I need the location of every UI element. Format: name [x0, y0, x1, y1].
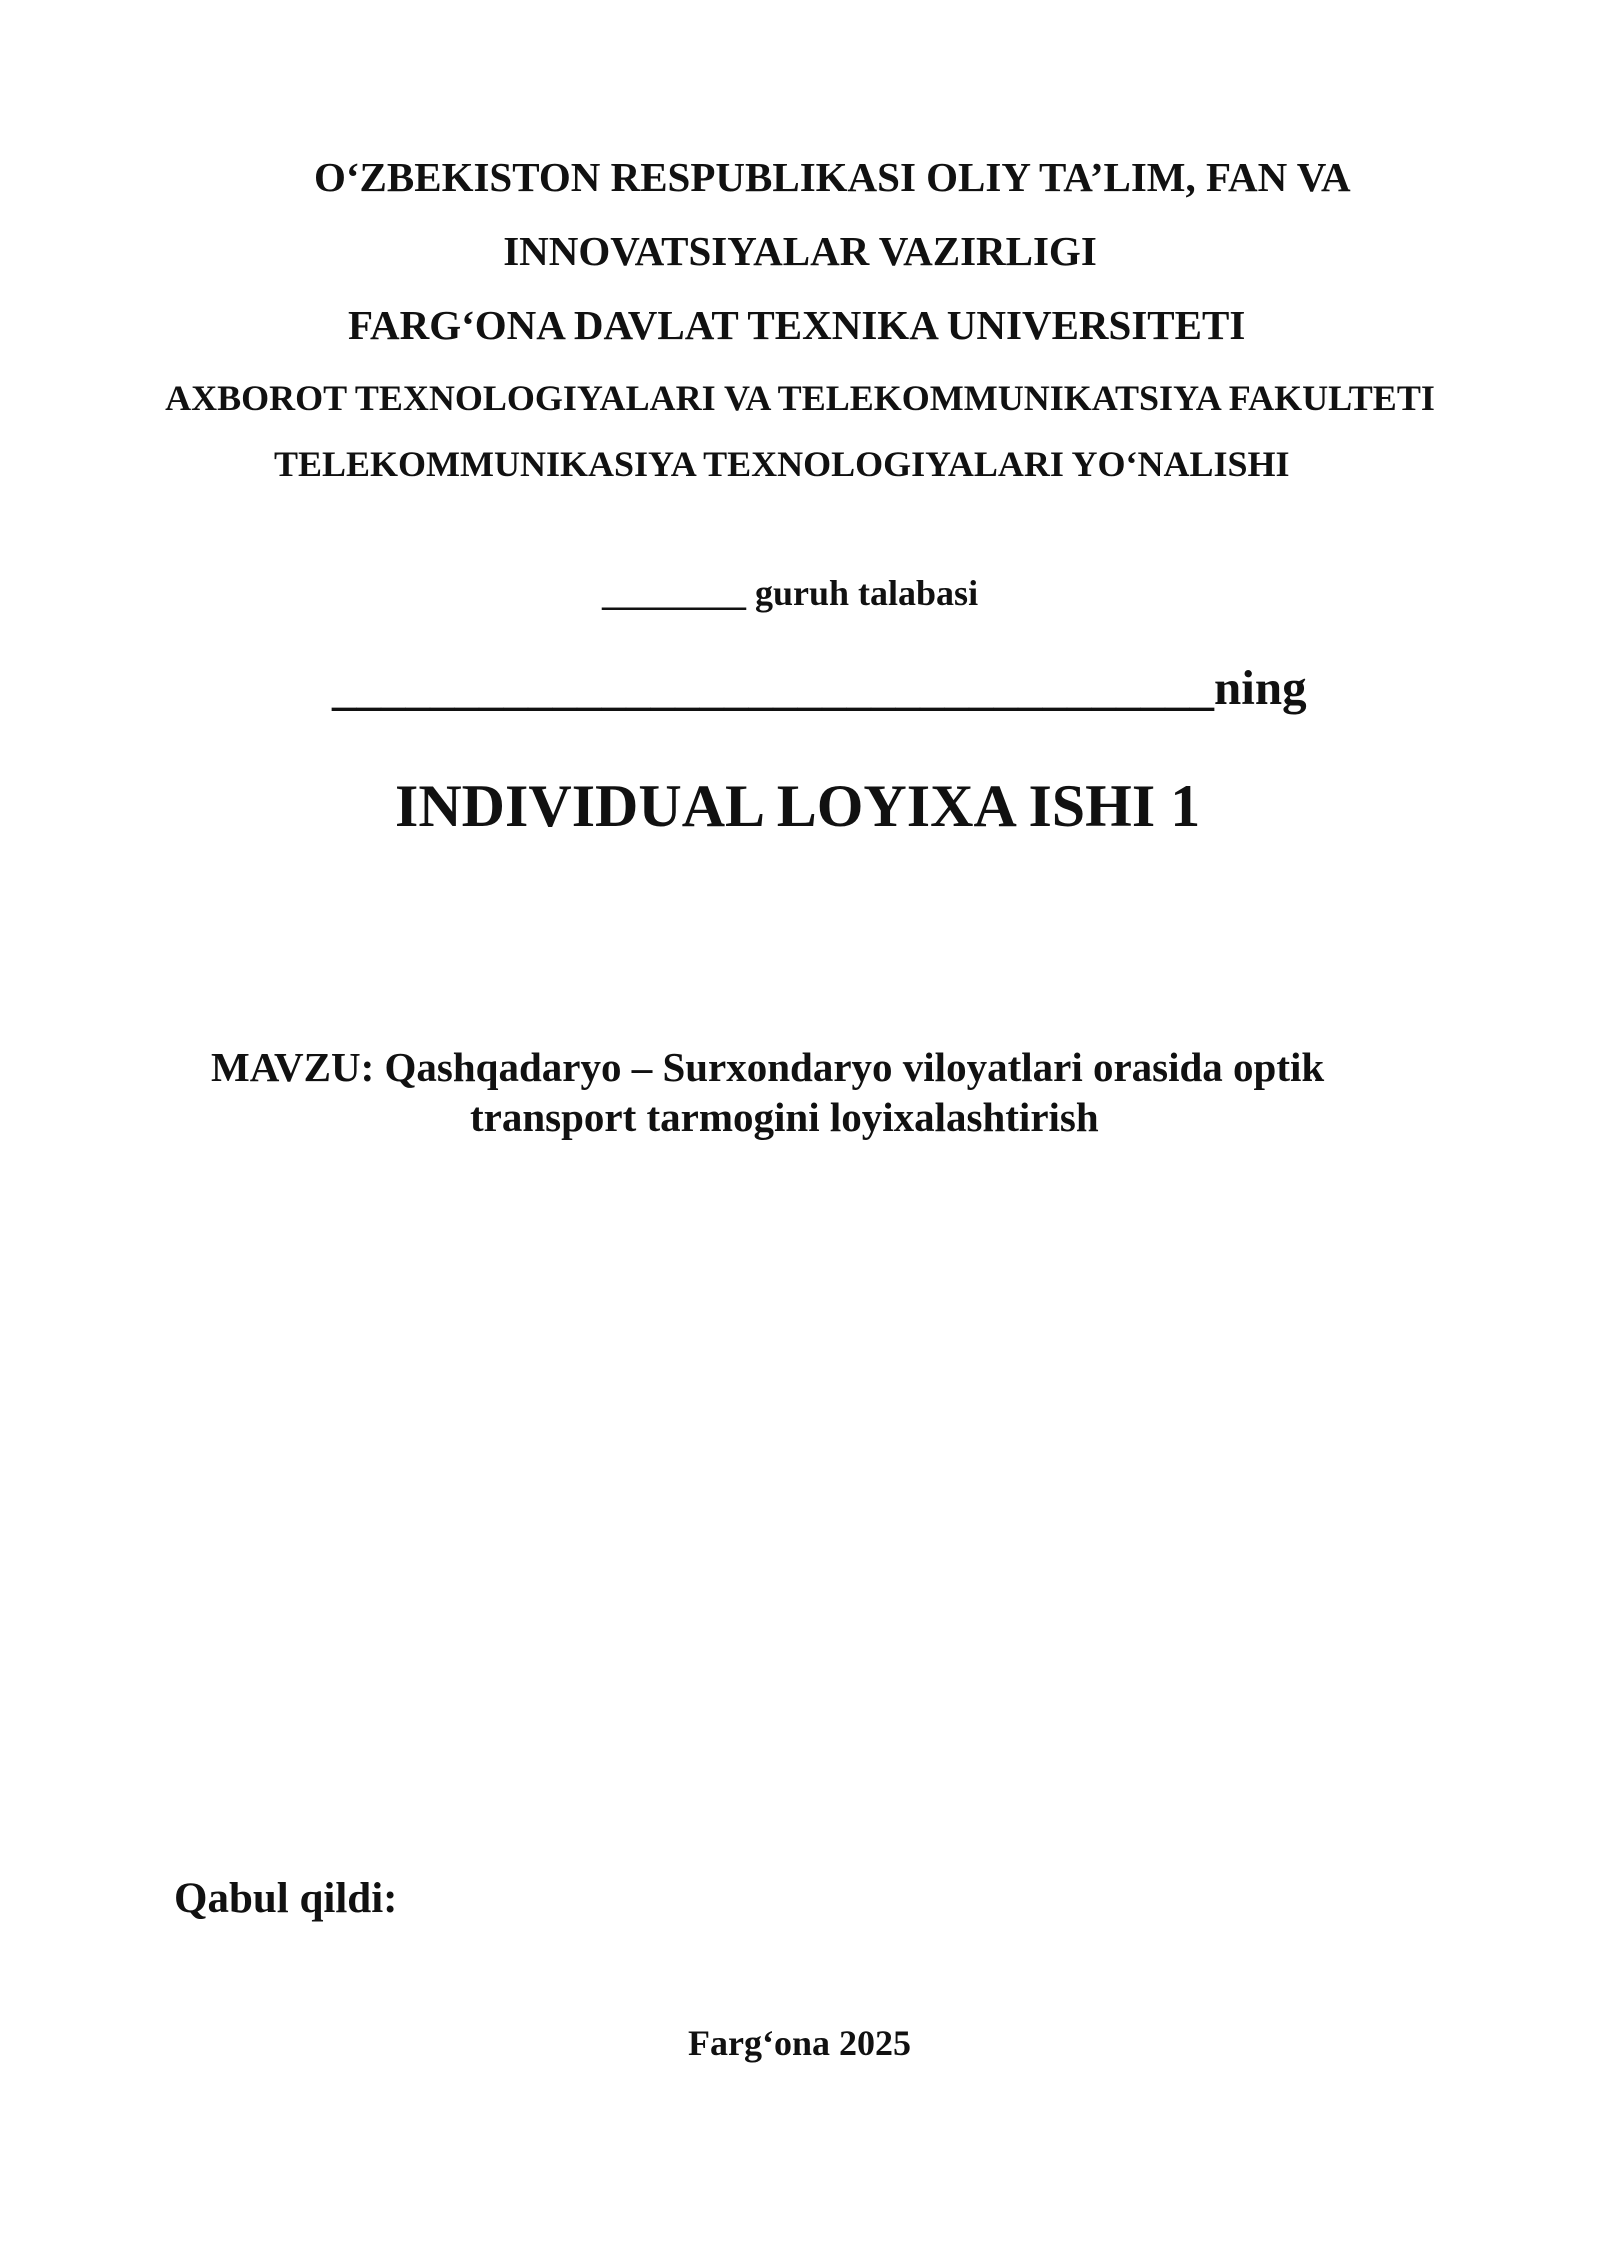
accepted-by-label: Qabul qildi: [174, 1875, 398, 1922]
faculty-name: AXBOROT TEXNOLOGIYALARI VA TELEKOMMUNIKATSIYA FAKULTETI [165, 378, 1435, 418]
ministry-name-line-1: O‘ZBEKISTON RESPUBLIKASI OLIY TA’LIM, FAN VA [314, 154, 1351, 200]
study-direction: TELEKOMMUNIKASIYA TEXNOLOGIYALARI YO‘NALISHI [274, 444, 1290, 484]
ministry-name-line-2: INNOVATSIYALAR VAZIRLIGI [503, 228, 1097, 274]
student-group-line: ________ guruh talabasi [602, 573, 979, 613]
topic-line-2: transport tarmogini loyixalashtirish [470, 1094, 1099, 1140]
place-and-year: Farg‘ona 2025 [688, 2023, 911, 2063]
university-name: FARG‘ONA DAVLAT TEXNIKA UNIVERSITETI [348, 302, 1246, 348]
student-name-line: ____________________________________ning [332, 660, 1307, 715]
document-title: INDIVIDUAL LOYIXA ISHI 1 [395, 773, 1201, 839]
topic-line-1: MAVZU: Qashqadaryo – Surxondaryo viloyatlari orasida optik [211, 1044, 1325, 1090]
